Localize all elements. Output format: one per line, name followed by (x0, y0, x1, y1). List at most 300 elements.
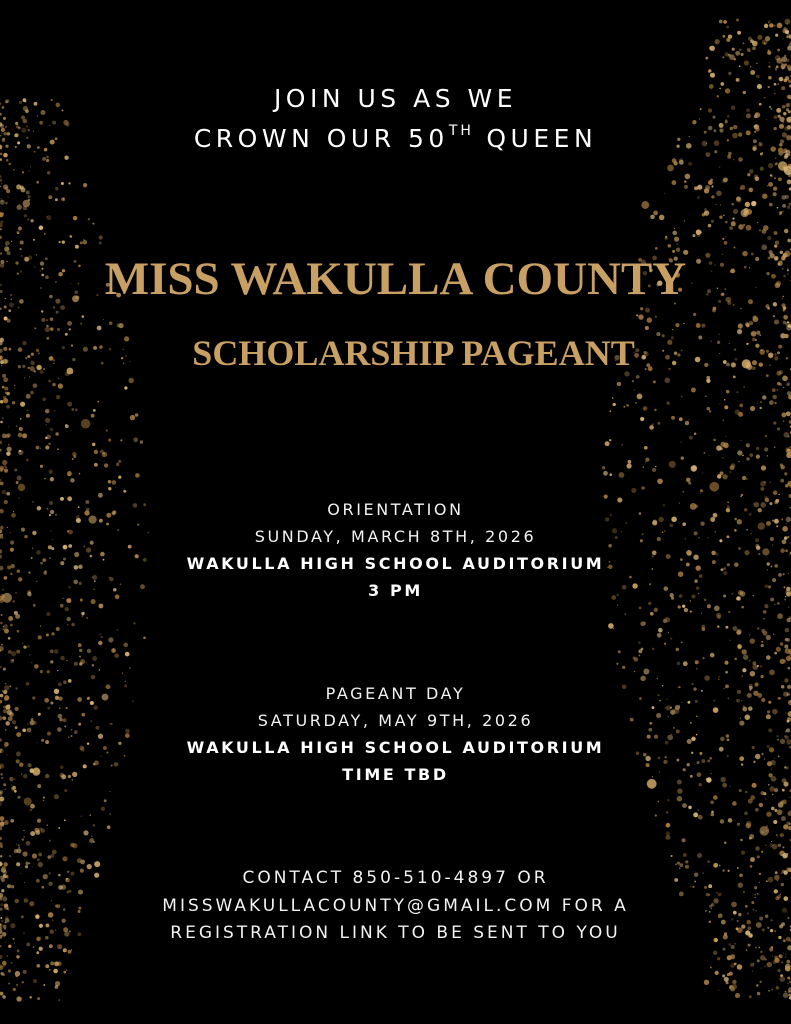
glitter-speck (711, 813, 715, 817)
glitter-speck (47, 707, 50, 710)
glitter-speck (780, 548, 785, 553)
glitter-speck (758, 947, 760, 949)
glitter-speck (10, 819, 14, 823)
glitter-speck (73, 216, 78, 221)
glitter-speck (23, 836, 25, 838)
glitter-speck (1, 201, 2, 202)
glitter-speck (740, 440, 741, 441)
glitter-speck (739, 65, 741, 67)
glitter-speck (682, 522, 686, 526)
glitter-speck (736, 78, 740, 82)
glitter-speck (7, 955, 8, 956)
glitter-speck (671, 734, 672, 735)
glitter-speck (3, 347, 7, 351)
glitter-speck (760, 167, 764, 171)
glitter-speck (779, 383, 782, 386)
glitter-speck (779, 213, 781, 215)
glitter-speck (748, 944, 751, 947)
glitter-speck (0, 826, 2, 830)
glitter-speck (652, 423, 654, 425)
glitter-speck (642, 466, 644, 468)
glitter-speck (777, 313, 778, 314)
glitter-speck (756, 447, 760, 451)
glitter-speck (0, 308, 2, 310)
glitter-speck (760, 487, 764, 491)
glitter-speck (80, 323, 82, 325)
glitter-speck (70, 478, 74, 482)
glitter-speck (626, 404, 629, 407)
glitter-speck (88, 218, 90, 220)
glitter-speck (773, 422, 776, 425)
glitter-speck (708, 71, 710, 73)
glitter-speck (738, 412, 743, 417)
glitter-speck (735, 993, 740, 998)
glitter-speck (32, 853, 37, 858)
glitter-speck (18, 796, 21, 799)
glitter-speck (645, 326, 649, 330)
glitter-speck (5, 705, 10, 710)
glitter-speck (4, 629, 9, 634)
glitter-speck (760, 481, 766, 487)
glitter-speck (616, 663, 618, 665)
glitter-speck (772, 794, 774, 796)
orientation-location: WAKULLA HIGH SCHOOL AUDITORIUM (186, 554, 605, 573)
glitter-speck (643, 668, 649, 674)
glitter-speck (702, 627, 705, 630)
glitter-speck (27, 410, 29, 412)
glitter-speck (658, 757, 661, 760)
glitter-speck (81, 419, 91, 429)
glitter-speck (780, 479, 784, 483)
glitter-speck (769, 23, 773, 27)
glitter-speck (656, 678, 658, 680)
glitter-speck (781, 816, 786, 821)
glitter-speck (670, 638, 672, 640)
glitter-speck (0, 973, 1, 974)
glitter-speck (677, 862, 680, 865)
glitter-speck (766, 812, 771, 817)
glitter-speck (613, 628, 614, 629)
glitter-speck (784, 472, 787, 475)
glitter-speck (752, 46, 756, 50)
glitter-speck (655, 466, 656, 467)
glitter-speck (4, 387, 8, 391)
glitter-speck (737, 920, 739, 922)
glitter-speck (725, 436, 726, 437)
glitter-speck (38, 862, 43, 867)
glitter-speck (670, 707, 672, 709)
glitter-speck (657, 633, 662, 638)
glitter-speck (8, 163, 11, 166)
glitter-speck (63, 948, 67, 952)
glitter-speck (787, 179, 791, 184)
glitter-speck (738, 461, 739, 462)
glitter-speck (652, 648, 654, 650)
glitter-speck (2, 628, 4, 630)
glitter-speck (22, 171, 24, 173)
glitter-speck (124, 674, 125, 675)
glitter-speck (750, 638, 755, 643)
glitter-speck (754, 175, 758, 179)
glitter-speck (609, 473, 612, 476)
glitter-speck (775, 162, 778, 165)
glitter-speck (629, 576, 632, 579)
glitter-speck (677, 796, 683, 802)
glitter-speck (713, 863, 718, 868)
glitter-speck (0, 449, 1, 452)
glitter-speck (789, 797, 790, 798)
glitter-speck (773, 315, 775, 317)
glitter-speck (5, 392, 7, 394)
glitter-speck (723, 443, 729, 449)
glitter-speck (622, 666, 625, 669)
glitter-speck (763, 610, 767, 614)
glitter-speck (67, 624, 69, 626)
glitter-speck (682, 605, 685, 608)
glitter-speck (9, 855, 11, 857)
glitter-speck (644, 446, 648, 450)
glitter-speck (761, 791, 765, 795)
glitter-speck (83, 239, 84, 240)
glitter-speck (8, 945, 11, 948)
glitter-speck (756, 546, 760, 550)
glitter-speck (746, 478, 748, 480)
glitter-speck (699, 574, 703, 578)
glitter-speck (682, 803, 687, 808)
glitter-speck (92, 223, 94, 225)
glitter-speck (777, 427, 780, 430)
glitter-speck (29, 376, 30, 377)
glitter-speck (12, 659, 14, 661)
glitter-speck (71, 623, 74, 626)
glitter-speck (787, 977, 790, 980)
glitter-speck (97, 401, 99, 403)
glitter-speck (761, 644, 764, 647)
glitter-speck (92, 443, 96, 447)
glitter-speck (48, 195, 52, 199)
glitter-speck (42, 157, 46, 161)
glitter-speck (618, 650, 621, 653)
glitter-speck (655, 814, 657, 816)
glitter-speck (44, 233, 46, 235)
glitter-speck (765, 435, 767, 437)
glitter-speck (638, 314, 643, 319)
glitter-speck (772, 395, 777, 400)
glitter-speck (749, 188, 754, 193)
glitter-speck (93, 705, 98, 710)
glitter-speck (772, 388, 776, 392)
glitter-speck (731, 945, 735, 949)
intro-line-2-suffix: QUEEN (486, 124, 598, 153)
glitter-speck (734, 658, 737, 661)
glitter-speck (730, 465, 735, 470)
glitter-speck (117, 324, 121, 328)
glitter-speck (667, 799, 669, 801)
glitter-speck (99, 235, 103, 239)
glitter-speck (723, 948, 726, 951)
glitter-speck (718, 676, 719, 677)
glitter-speck (12, 401, 15, 404)
glitter-speck (737, 645, 741, 649)
glitter-speck (742, 476, 746, 480)
glitter-speck (61, 182, 64, 185)
glitter-speck (767, 455, 769, 457)
glitter-speck (123, 490, 126, 493)
glitter-speck (86, 547, 91, 552)
glitter-speck (785, 954, 786, 955)
glitter-speck (776, 389, 778, 391)
glitter-speck (785, 549, 788, 552)
glitter-speck (58, 378, 59, 379)
glitter-speck (0, 622, 3, 625)
glitter-speck (740, 308, 742, 310)
glitter-speck (17, 205, 22, 210)
glitter-speck (37, 784, 41, 788)
glitter-speck (68, 950, 72, 954)
glitter-speck (1, 644, 3, 646)
glitter-speck (2, 386, 5, 389)
glitter-speck (777, 602, 780, 605)
glitter-speck (657, 422, 660, 425)
glitter-speck (732, 203, 734, 205)
glitter-speck (74, 662, 78, 666)
glitter-speck (763, 618, 765, 620)
glitter-speck (784, 55, 786, 57)
glitter-speck (122, 673, 123, 674)
glitter-speck (2, 483, 4, 485)
glitter-speck (634, 671, 636, 673)
glitter-speck (773, 820, 777, 824)
glitter-speck (101, 807, 105, 811)
glitter-speck (681, 456, 684, 459)
glitter-speck (68, 182, 70, 184)
glitter-speck (734, 943, 736, 945)
glitter-speck (657, 801, 659, 803)
glitter-speck (725, 626, 728, 629)
glitter-speck (683, 853, 687, 857)
glitter-speck (641, 201, 649, 209)
glitter-speck (99, 519, 103, 523)
glitter-speck (635, 402, 637, 404)
glitter-speck (724, 977, 729, 982)
glitter-speck (39, 827, 43, 831)
glitter-speck (788, 667, 791, 670)
glitter-speck (778, 969, 781, 972)
glitter-speck (752, 664, 758, 670)
glitter-speck (26, 459, 29, 462)
glitter-speck (782, 67, 784, 69)
glitter-speck (0, 466, 4, 471)
glitter-speck (137, 524, 139, 526)
glitter-speck (12, 600, 14, 602)
glitter-speck (780, 833, 784, 837)
glitter-speck (33, 383, 38, 388)
glitter-speck (51, 547, 54, 550)
glitter-speck (696, 734, 698, 736)
glitter-speck (705, 57, 708, 60)
glitter-speck (773, 491, 778, 496)
glitter-speck (0, 479, 2, 482)
glitter-speck (3, 668, 6, 671)
glitter-speck (729, 640, 730, 641)
glitter-speck (43, 984, 45, 986)
glitter-speck (81, 816, 82, 817)
glitter-speck (787, 46, 791, 51)
glitter-speck (783, 824, 788, 829)
glitter-speck (681, 642, 683, 644)
glitter-speck (45, 964, 49, 968)
glitter-speck (704, 210, 710, 216)
glitter-speck (8, 650, 12, 654)
glitter-speck (767, 236, 771, 240)
glitter-speck (18, 307, 20, 309)
glitter-speck (29, 809, 32, 812)
glitter-speck (717, 474, 721, 478)
glitter-speck (776, 58, 782, 64)
glitter-speck (67, 321, 72, 326)
glitter-speck (57, 944, 62, 949)
glitter-speck (58, 999, 60, 1001)
glitter-speck (140, 440, 143, 443)
glitter-speck (679, 158, 683, 162)
intro-line-1: JOIN US AS WE (273, 84, 518, 113)
glitter-speck (779, 77, 784, 82)
glitter-speck (760, 675, 763, 678)
glitter-speck (89, 814, 90, 815)
glitter-speck (655, 213, 657, 215)
glitter-speck (773, 633, 775, 635)
glitter-speck (739, 48, 742, 51)
glitter-speck (777, 207, 779, 209)
glitter-speck (613, 403, 616, 406)
glitter-speck (52, 383, 56, 387)
glitter-speck (702, 472, 704, 474)
glitter-speck (64, 819, 66, 821)
glitter-speck (86, 662, 87, 663)
glitter-speck (22, 851, 27, 856)
glitter-speck (133, 622, 135, 624)
glitter-speck (30, 219, 33, 222)
glitter-speck (759, 229, 761, 231)
intro-ordinal-suffix: TH (448, 122, 474, 139)
glitter-speck (0, 992, 3, 996)
glitter-speck (665, 617, 670, 622)
glitter-speck (785, 957, 786, 958)
glitter-speck (640, 621, 645, 626)
glitter-speck (71, 949, 72, 950)
glitter-speck (19, 450, 21, 452)
glitter-speck (772, 844, 778, 850)
glitter-speck (40, 625, 41, 626)
glitter-speck (66, 660, 67, 661)
glitter-speck (719, 166, 720, 167)
glitter-speck (112, 480, 116, 484)
glitter-speck (776, 65, 779, 68)
glitter-speck (116, 463, 119, 466)
glitter-speck (86, 617, 88, 619)
glitter-speck (111, 648, 116, 653)
glitter-speck (0, 945, 2, 947)
glitter-speck (0, 646, 4, 651)
glitter-speck (50, 317, 53, 320)
glitter-speck (98, 641, 102, 645)
glitter-speck (0, 816, 4, 821)
glitter-speck (16, 481, 19, 484)
glitter-speck (736, 18, 739, 21)
glitter-speck (2, 973, 5, 976)
glitter-speck (741, 53, 744, 56)
glitter-speck (731, 221, 736, 226)
glitter-speck (0, 549, 2, 553)
glitter-speck (40, 465, 43, 468)
glitter-speck (58, 601, 59, 602)
glitter-speck (104, 463, 108, 467)
glitter-speck (14, 469, 17, 472)
glitter-speck (765, 798, 766, 799)
glitter-speck (688, 419, 689, 420)
glitter-speck (708, 180, 713, 185)
glitter-speck (771, 988, 773, 990)
glitter-speck (1, 490, 6, 495)
glitter-speck (28, 170, 30, 172)
glitter-speck (766, 847, 767, 848)
glitter-speck (726, 38, 730, 42)
glitter-speck (770, 175, 773, 178)
glitter-speck (55, 187, 58, 190)
glitter-speck (665, 378, 671, 384)
glitter-speck (0, 186, 1, 187)
glitter-speck (52, 919, 54, 921)
glitter-speck (740, 495, 742, 497)
glitter-speck (757, 992, 760, 995)
glitter-speck (62, 856, 67, 861)
glitter-speck (700, 493, 701, 494)
glitter-speck (609, 410, 611, 412)
glitter-speck (34, 664, 39, 669)
glitter-speck (34, 327, 36, 329)
glitter-speck (703, 657, 705, 659)
glitter-speck (683, 661, 688, 666)
glitter-speck (50, 961, 54, 965)
glitter-speck (718, 679, 720, 681)
glitter-speck (664, 193, 665, 194)
glitter-speck (0, 955, 2, 959)
glitter-speck (48, 443, 51, 446)
glitter-speck (744, 812, 748, 816)
glitter-speck (654, 409, 656, 411)
glitter-speck (3, 377, 8, 382)
orientation-date: SUNDAY, MARCH 8TH, 2026 (254, 527, 537, 546)
glitter-speck (757, 665, 759, 667)
glitter-speck (786, 411, 791, 416)
glitter-speck (766, 374, 769, 377)
glitter-speck (37, 115, 38, 116)
glitter-speck (37, 997, 40, 1000)
glitter-speck (676, 243, 677, 244)
glitter-speck (698, 815, 703, 820)
glitter-speck (14, 388, 15, 389)
glitter-speck (677, 662, 680, 665)
glitter-speck (699, 118, 700, 119)
glitter-speck (16, 955, 20, 959)
glitter-speck (108, 637, 113, 642)
glitter-speck (750, 963, 754, 967)
glitter-speck (788, 394, 789, 395)
glitter-speck (67, 402, 72, 407)
glitter-speck (83, 240, 88, 245)
glitter-speck (2, 417, 4, 419)
glitter-speck (707, 407, 711, 411)
